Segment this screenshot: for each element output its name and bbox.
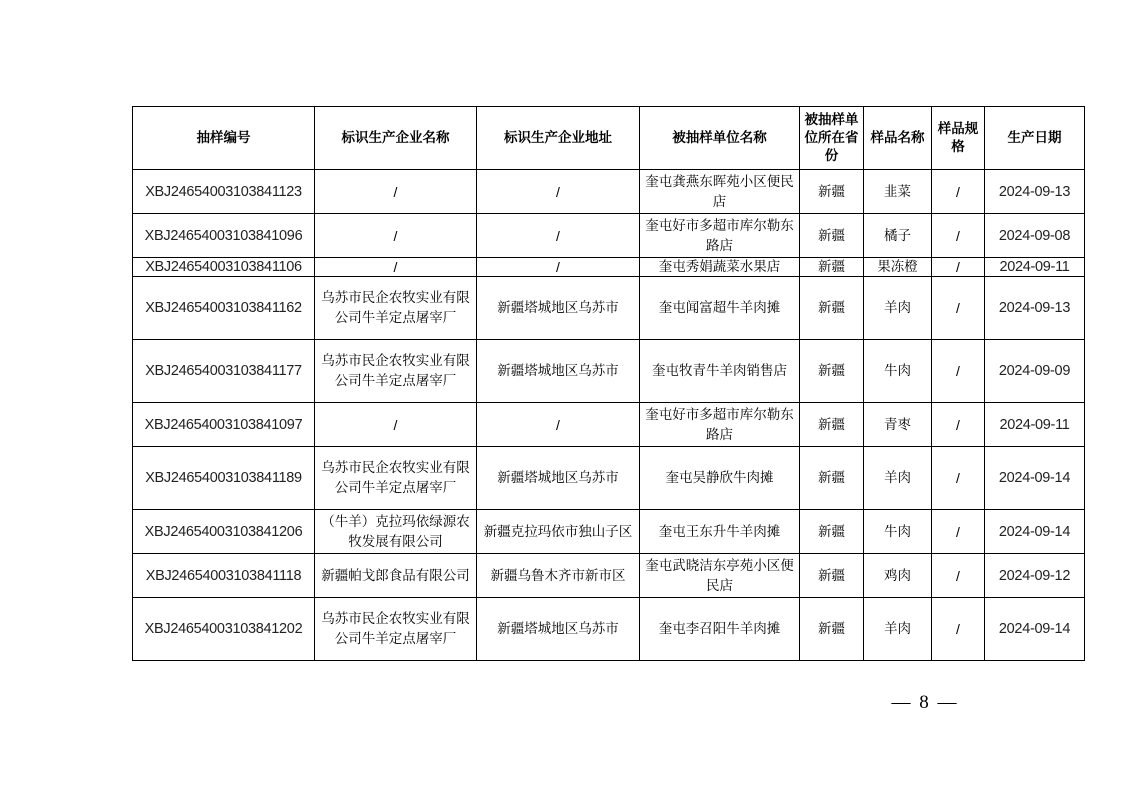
cell-spec: / [932,170,985,214]
cell-province: 新疆 [800,258,864,277]
cell-date: 2024-09-13 [985,277,1085,340]
cell-maker: / [315,403,477,447]
header-sample-code: 抽样编号 [133,107,315,170]
cell-unit: 奎屯好市多超市库尔勒东路店 [640,214,800,258]
cell-address: / [477,214,640,258]
cell-code: XBJ24654003103841202 [133,598,315,661]
table-row [133,277,1085,340]
cell-code: XBJ24654003103841123 [133,170,315,214]
cell-spec: / [932,447,985,510]
cell-spec: / [932,598,985,661]
cell-province: 新疆 [800,510,864,554]
cell-sample: 羊肉 [864,277,932,340]
cell-date: 2024-09-14 [985,598,1085,661]
cell-maker: 乌苏市民企农牧实业有限公司牛羊定点屠宰厂 [315,340,477,403]
cell-date: 2024-09-13 [985,170,1085,214]
table-row [133,170,1085,214]
cell-maker: 乌苏市民企农牧实业有限公司牛羊定点屠宰厂 [315,447,477,510]
cell-sample: 牛肉 [864,510,932,554]
cell-date: 2024-09-11 [985,403,1085,447]
cell-date: 2024-09-14 [985,447,1085,510]
cell-province: 新疆 [800,447,864,510]
cell-province: 新疆 [800,214,864,258]
cell-code: XBJ24654003103841206 [133,510,315,554]
cell-address: 新疆塔城地区乌苏市 [477,340,640,403]
sample-table [132,106,1085,661]
cell-code: XBJ24654003103841096 [133,214,315,258]
cell-province: 新疆 [800,403,864,447]
cell-date: 2024-09-08 [985,214,1085,258]
cell-province: 新疆 [800,170,864,214]
cell-maker: / [315,170,477,214]
header-province: 被抽样单位所在省份 [800,107,864,170]
cell-spec: / [932,277,985,340]
cell-spec: / [932,214,985,258]
cell-sample: 羊肉 [864,598,932,661]
cell-spec: / [932,510,985,554]
cell-code: XBJ24654003103841118 [133,554,315,598]
table-row [133,214,1085,258]
table-row [133,258,1085,277]
cell-unit: 奎屯龚燕东晖苑小区便民店 [640,170,800,214]
cell-province: 新疆 [800,277,864,340]
cell-unit: 奎屯武晓洁东亭苑小区便民店 [640,554,800,598]
cell-province: 新疆 [800,340,864,403]
cell-code: XBJ24654003103841097 [133,403,315,447]
header-spec: 样品规格 [932,107,985,170]
table-row [133,340,1085,403]
cell-address: 新疆塔城地区乌苏市 [477,447,640,510]
cell-date: 2024-09-11 [985,258,1085,277]
cell-address: 新疆塔城地区乌苏市 [477,598,640,661]
cell-maker: / [315,258,477,277]
cell-unit: 奎屯牧青牛羊肉销售店 [640,340,800,403]
cell-sample: 橘子 [864,214,932,258]
header-sampled-unit: 被抽样单位名称 [640,107,800,170]
cell-unit: 奎屯好市多超市库尔勒东路店 [640,403,800,447]
header-production-date: 生产日期 [985,107,1085,170]
cell-spec: / [932,403,985,447]
cell-unit: 奎屯王东升牛羊肉摊 [640,510,800,554]
cell-address: / [477,258,640,277]
cell-code: XBJ24654003103841189 [133,447,315,510]
header-maker-address: 标识生产企业地址 [477,107,640,170]
cell-maker: / [315,214,477,258]
cell-maker: （牛羊）克拉玛依绿源农牧发展有限公司 [315,510,477,554]
cell-unit: 奎屯秀娟蔬菜水果店 [640,258,800,277]
cell-code: XBJ24654003103841162 [133,277,315,340]
header-row [133,107,1085,170]
cell-sample: 鸡肉 [864,554,932,598]
cell-date: 2024-09-09 [985,340,1085,403]
cell-sample: 青枣 [864,403,932,447]
cell-unit: 奎屯李召阳牛羊肉摊 [640,598,800,661]
cell-spec: / [932,340,985,403]
cell-sample: 牛肉 [864,340,932,403]
cell-unit: 奎屯闻富超牛羊肉摊 [640,277,800,340]
header-sample-name: 样品名称 [864,107,932,170]
cell-sample: 韭菜 [864,170,932,214]
table-row [133,598,1085,661]
cell-date: 2024-09-14 [985,510,1085,554]
cell-province: 新疆 [800,598,864,661]
cell-spec: / [932,258,985,277]
table-row [133,447,1085,510]
cell-address: / [477,403,640,447]
cell-sample: 羊肉 [864,447,932,510]
header-maker-name: 标识生产企业名称 [315,107,477,170]
table-row [133,510,1085,554]
cell-address: 新疆克拉玛依市独山子区 [477,510,640,554]
cell-province: 新疆 [800,554,864,598]
cell-date: 2024-09-12 [985,554,1085,598]
cell-maker: 新疆帕戈郎食品有限公司 [315,554,477,598]
cell-address: 新疆塔城地区乌苏市 [477,277,640,340]
cell-spec: / [932,554,985,598]
cell-code: XBJ24654003103841106 [133,258,315,277]
page-number: — 8 — [891,692,959,713]
cell-maker: 乌苏市民企农牧实业有限公司牛羊定点屠宰厂 [315,277,477,340]
cell-sample: 果冻橙 [864,258,932,277]
cell-address: 新疆乌鲁木齐市新市区 [477,554,640,598]
cell-address: / [477,170,640,214]
cell-unit: 奎屯吴静欣牛肉摊 [640,447,800,510]
cell-maker: 乌苏市民企农牧实业有限公司牛羊定点屠宰厂 [315,598,477,661]
cell-code: XBJ24654003103841177 [133,340,315,403]
table-row [133,554,1085,598]
table-row [133,403,1085,447]
